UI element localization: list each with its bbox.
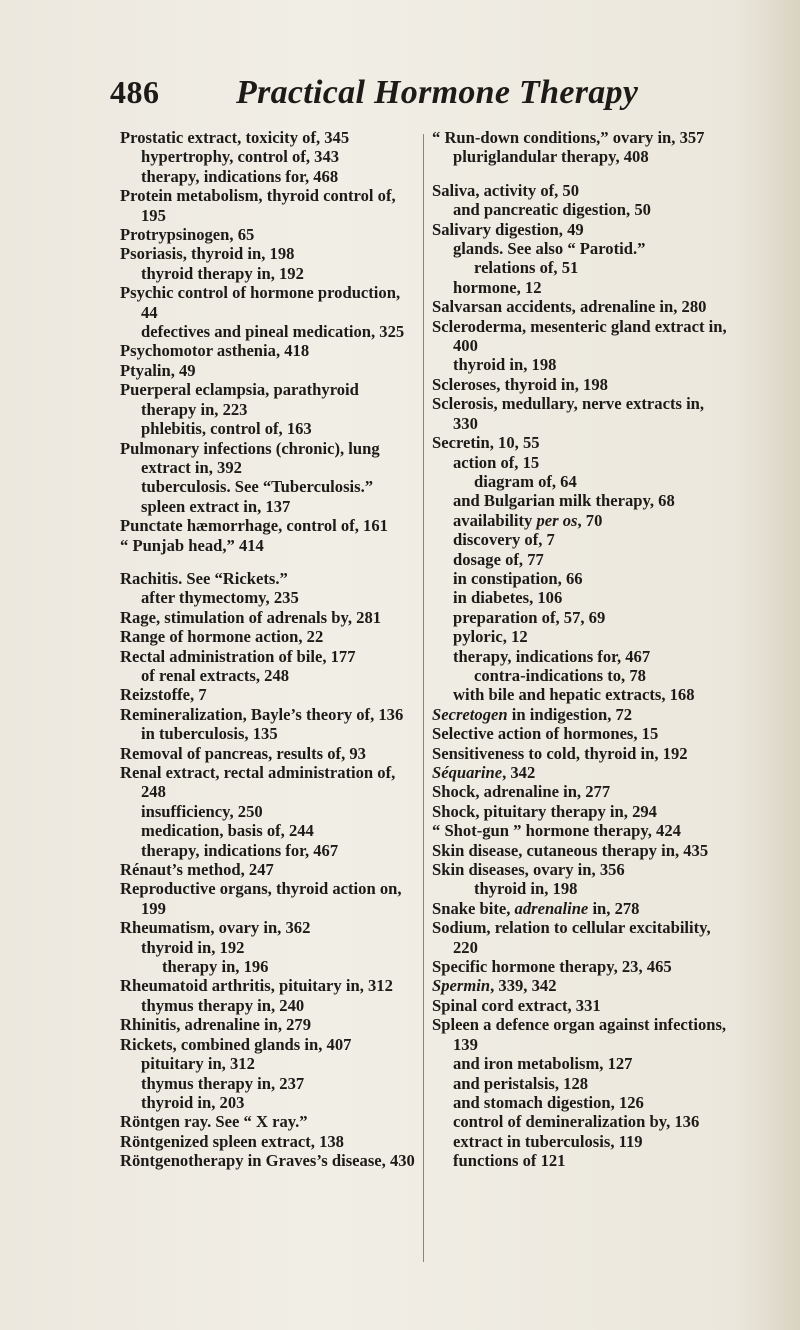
index-subentry: control of demineralization by, 136 bbox=[453, 1112, 700, 1132]
index-subentry: thyroid therapy in, 192 bbox=[141, 263, 304, 283]
index-subentry: extract in tuberculosis, 119 bbox=[453, 1131, 643, 1151]
index-entry: Röntgen ray. See “ X ray.” bbox=[120, 1112, 308, 1132]
index-entry: Psoriasis, thyroid in, 198 bbox=[120, 244, 295, 264]
index-entry: Rage, stimulation of adrenals by, 281 bbox=[120, 607, 382, 627]
index-subentry: pluriglandular therapy, 408 bbox=[453, 147, 649, 167]
index-subentry: and stomach digestion, 126 bbox=[453, 1092, 644, 1112]
index-subentry: and iron metabolism, 127 bbox=[453, 1054, 633, 1074]
index-entry: Spermin, 339, 342 bbox=[432, 976, 557, 996]
index-subentry: functions of 121 bbox=[453, 1151, 566, 1171]
index-entry: Ptyalin, 49 bbox=[120, 360, 196, 380]
index-entry: Rénaut’s method, 247 bbox=[120, 860, 274, 880]
index-subentry: thymus therapy in, 240 bbox=[141, 995, 305, 1015]
index-entry: Remineralization, Bayle’s theory of, 136 bbox=[120, 704, 404, 724]
index-entry: Salivary digestion, 49 bbox=[432, 219, 584, 239]
index-entry: Sensitiveness to cold, thyroid in, 192 bbox=[432, 743, 688, 763]
index-entry: Snake bite, adrenaline in, 278 bbox=[432, 898, 640, 918]
index-entry: Protrypsinogen, 65 bbox=[120, 225, 255, 245]
index-entry: Pulmonary infections (chronic), lung extract in, 392 bbox=[120, 438, 380, 477]
index-subentry: thyroid in, 192 bbox=[141, 937, 245, 957]
index-subentry: pituitary in, 312 bbox=[141, 1054, 255, 1074]
index-entry: Renal extract, rectal administration of, 248 bbox=[120, 763, 396, 802]
index-entry: Range of hormone action, 22 bbox=[120, 627, 324, 647]
index-subentry: hypertrophy, control of, 343 bbox=[141, 147, 340, 167]
page-title: Practical Hormone Therapy bbox=[236, 74, 639, 111]
index-entry: “ Run-down conditions,” ovary in, 357 bbox=[432, 128, 705, 147]
index-entry: Sodium, relation to cellular excitability, 220 bbox=[432, 918, 711, 957]
index-entry: Specific hormone therapy, 23, 465 bbox=[432, 957, 672, 977]
index-subentry: in constipation, 66 bbox=[453, 568, 583, 588]
index-entry: Rhinitis, adrenaline in, 279 bbox=[120, 1015, 312, 1035]
index-subentry: with bile and hepatic extracts, 168 bbox=[453, 685, 695, 705]
index-entry: Saliva, activity of, 50 bbox=[432, 180, 580, 200]
index-entry: Rachitis. See “Rickets.” bbox=[120, 568, 288, 588]
index-subentry: hormone, 12 bbox=[453, 277, 542, 297]
index-subentry: thymus therapy in, 237 bbox=[141, 1073, 305, 1093]
index-subentry: pyloric, 12 bbox=[453, 627, 528, 647]
index-subentry: therapy, indications for, 467 bbox=[141, 840, 339, 860]
index-subentry: and pancreatic digestion, 50 bbox=[453, 200, 651, 220]
index-subentry: tuberculosis. See “Tuberculosis.” bbox=[141, 477, 374, 497]
index-entry: Scleroses, thyroid in, 198 bbox=[432, 374, 608, 394]
index-subentry: thyroid in, 198 bbox=[474, 879, 578, 899]
index-entry: “ Punjab head,” 414 bbox=[120, 535, 264, 555]
index-entry: Punctate hæmorrhage, control of, 161 bbox=[120, 516, 388, 536]
index-subentry: spleen extract in, 137 bbox=[141, 496, 291, 516]
index-entry: Shock, pituitary therapy in, 294 bbox=[432, 801, 657, 821]
index-entry: Shock, adrenaline in, 277 bbox=[432, 782, 611, 802]
index-subentry: defectives and pineal medication, 325 bbox=[141, 322, 405, 342]
index-column-left bbox=[120, 128, 415, 1171]
index-entry: Salvarsan accidents, adrenaline in, 280 bbox=[432, 297, 707, 317]
index-entry: Psychomotor asthenia, 418 bbox=[120, 341, 310, 361]
index-subentry: preparation of, 57, 69 bbox=[453, 607, 606, 627]
index-entry: Secretin, 10, 55 bbox=[432, 433, 540, 453]
index-subentry: of renal extracts, 248 bbox=[141, 665, 290, 685]
index-entry: Removal of pancreas, results of, 93 bbox=[120, 743, 366, 763]
index-column-right bbox=[432, 128, 727, 1171]
index-entry: Rectal administration of bile, 177 bbox=[120, 646, 356, 666]
index-subentry: diagram of, 64 bbox=[474, 471, 577, 491]
index-entry: Rickets, combined glands in, 407 bbox=[120, 1034, 352, 1054]
index-entry: Selective action of hormones, 15 bbox=[432, 724, 659, 744]
index-subentry: action of, 15 bbox=[453, 452, 540, 472]
index-entry: Rheumatism, ovary in, 362 bbox=[120, 918, 311, 938]
index-subentry: after thymectomy, 235 bbox=[141, 588, 299, 608]
index-subentry: relations of, 51 bbox=[474, 258, 579, 278]
index-subentry: and Bulgarian milk therapy, 68 bbox=[453, 491, 675, 511]
index-subentry: insufficiency, 250 bbox=[141, 801, 263, 821]
index-entry: Röntgenized spleen extract, 138 bbox=[120, 1131, 344, 1151]
index-letter-gap bbox=[120, 555, 415, 569]
index-entry: Reproductive organs, thyroid action on, 199 bbox=[120, 879, 402, 918]
index-subentry: therapy, indications for, 467 bbox=[453, 646, 651, 666]
index-entry: Secretogen in indigestion, 72 bbox=[432, 704, 633, 724]
index-entry: Rheumatoid arthritis, pituitary in, 312 bbox=[120, 976, 393, 996]
index-subentry: dosage of, 77 bbox=[453, 549, 544, 569]
index-entry: Reizstoffe, 7 bbox=[120, 685, 207, 705]
index-letter-gap bbox=[432, 167, 727, 181]
index-entry: Röntgenotherapy in Graves’s disease, 430 bbox=[120, 1151, 415, 1171]
index-subentry: in tuberculosis, 135 bbox=[141, 724, 278, 744]
index-subentry: and peristalsis, 128 bbox=[453, 1073, 589, 1093]
index-subentry: contra-indications to, 78 bbox=[474, 665, 646, 685]
index-entry: Spleen a defence organ against infections, 139 bbox=[432, 1015, 727, 1054]
index-entry: Protein metabolism, thyroid control of, 195 bbox=[120, 186, 396, 225]
index-subentry: glands. See also “ Parotid.” bbox=[453, 239, 646, 259]
index-entry: Séquarine, 342 bbox=[432, 763, 536, 782]
index-subentry: therapy in, 196 bbox=[162, 957, 269, 977]
index-subentry: thyroid in, 198 bbox=[453, 355, 557, 375]
index-subentry: phlebitis, control of, 163 bbox=[141, 419, 312, 439]
index-entry: Skin diseases, ovary in, 356 bbox=[432, 860, 625, 880]
index-subentry: discovery of, 7 bbox=[453, 530, 555, 550]
index-entry: Sclerosis, medullary, nerve extracts in, 330 bbox=[432, 394, 705, 433]
index-entry: “ Shot-gun ” hormone therapy, 424 bbox=[432, 821, 681, 841]
page-header bbox=[110, 74, 710, 124]
page-number: 486 bbox=[110, 74, 160, 110]
index-subentry: in diabetes, 106 bbox=[453, 588, 563, 608]
index-entry: Psychic control of hormone production, 44 bbox=[120, 283, 401, 322]
column-divider bbox=[423, 134, 424, 1262]
index-subentry: thyroid in, 203 bbox=[141, 1092, 245, 1112]
index-entry: Prostatic extract, toxicity of, 345 bbox=[120, 128, 350, 147]
index-subentry: medication, basis of, 244 bbox=[141, 821, 314, 841]
index-subentry: availability per os, 70 bbox=[453, 510, 603, 530]
index-entry: Spinal cord extract, 331 bbox=[432, 995, 601, 1015]
index-entry: Skin disease, cutaneous therapy in, 435 bbox=[432, 840, 709, 860]
index-entry: Puerperal eclampsia, parathyroid therapy in, 223 bbox=[120, 380, 359, 419]
index-entry: Scleroderma, mesenteric gland extract in, 400 bbox=[432, 316, 727, 356]
index-subentry: therapy, indications for, 468 bbox=[141, 166, 339, 186]
